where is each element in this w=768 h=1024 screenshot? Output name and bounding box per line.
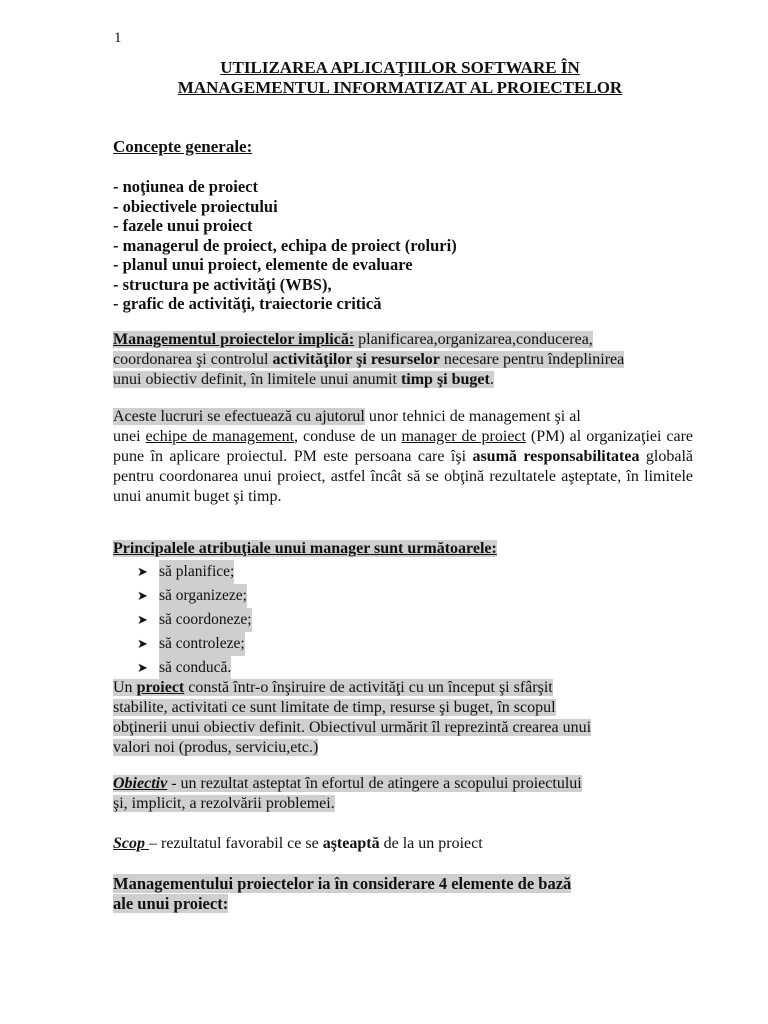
concepts-heading: Concepte generale:: [113, 137, 253, 156]
arrow-bullet-icon: ➤: [137, 636, 148, 651]
team-term: echipe de management: [145, 428, 295, 445]
title-line-1: UTILIZAREA APLICAŢIILOR SOFTWARE ÎN: [220, 58, 580, 77]
management-lead: Managementul proiectelor implică:: [113, 331, 355, 348]
project-paragraph: Un proiect constă într-o înşiruire de activităţi cu un început şi sfârşit stabilite, activitati ce sunt limitate de timp, resurse şi buget, în scopul obţinerii unui obiectiv definit. Obiectivul urmărit îl reprezintă crearea unui valori noi (produs, serviciu,etc.): [113, 679, 592, 756]
concepts-list: [113, 177, 457, 314]
scope-paragraph: Scop – rezultatul favorabil ce se aşteaptă de la un proiect: [113, 835, 483, 852]
list-item: - noţiunea de proiect: [113, 177, 258, 196]
list-item: - fazele unui proiect: [113, 216, 253, 235]
scope-term: Scop: [113, 835, 149, 852]
tools-paragraph: Aceste lucruri se efectuează cu ajutorul unor tehnici de management şi al unei echipe de management, conduse de un manager de proiect (PM) al organizaţiei care pune în aplicare proiectul. PM este persoana care îşi asumă responsabilitatea globală pentru coordonarea unui proiect, astfel încât să se obţină rezultatele aşteptate, în limitele unui anumit buget şi timp.: [113, 408, 694, 505]
page-number: 1: [114, 30, 122, 46]
list-item: ➤ să organizeze;: [137, 584, 252, 608]
list-item: - managerul de proiect, echipa de proiect (roluri): [113, 235, 457, 255]
arrow-bullet-icon: ➤: [137, 564, 148, 579]
list-item: ➤ să conducă.: [137, 656, 252, 680]
arrow-bullet-icon: ➤: [137, 612, 148, 627]
list-item: ➤ să planifice;: [137, 560, 252, 584]
project-term: proiect: [136, 679, 185, 696]
arrow-bullet-icon: ➤: [137, 588, 148, 603]
closing-paragraph: Managementului proiectelor ia în considerare 4 elemente de bază ale unui proiect:: [113, 874, 572, 913]
arrow-bullet-icon: ➤: [137, 660, 148, 675]
list-item: ➤ să controleze;: [137, 632, 252, 656]
management-paragraph: Managementul proiectelor implică: planificarea,organizarea,conducerea, coordonarea şi controlul activităţilor şi resurselor necesare pentru îndeplinirea unui obiectiv definit, în limitele unui anumit timp şi buget.: [113, 331, 625, 388]
attributes-heading: Principalele atribuţiale unui manager sunt următoarele:: [113, 540, 497, 557]
list-item: - planul unui proiect, elemente de evaluare: [113, 255, 413, 274]
attributes-list: [137, 560, 252, 680]
objective-term: Obiectiv: [113, 775, 168, 792]
list-item: - grafic de activităţi, traiectorie critică: [113, 294, 382, 313]
list-item: - obiectivele proiectului: [113, 196, 278, 216]
list-item: ➤ să coordoneze;: [137, 608, 252, 632]
objective-paragraph: Obiectiv - un rezultat asteptat în efortul de atingere a scopului proiectului şi, implicit, a rezolvării problemei.: [113, 775, 582, 812]
title-line-2: MANAGEMENTUL INFORMATIZAT AL PROIECTELOR: [177, 78, 623, 97]
document-title: [100, 58, 700, 98]
manager-term: manager de proiect: [401, 428, 526, 445]
list-item: - structura pe activităţi (WBS),: [113, 274, 332, 294]
